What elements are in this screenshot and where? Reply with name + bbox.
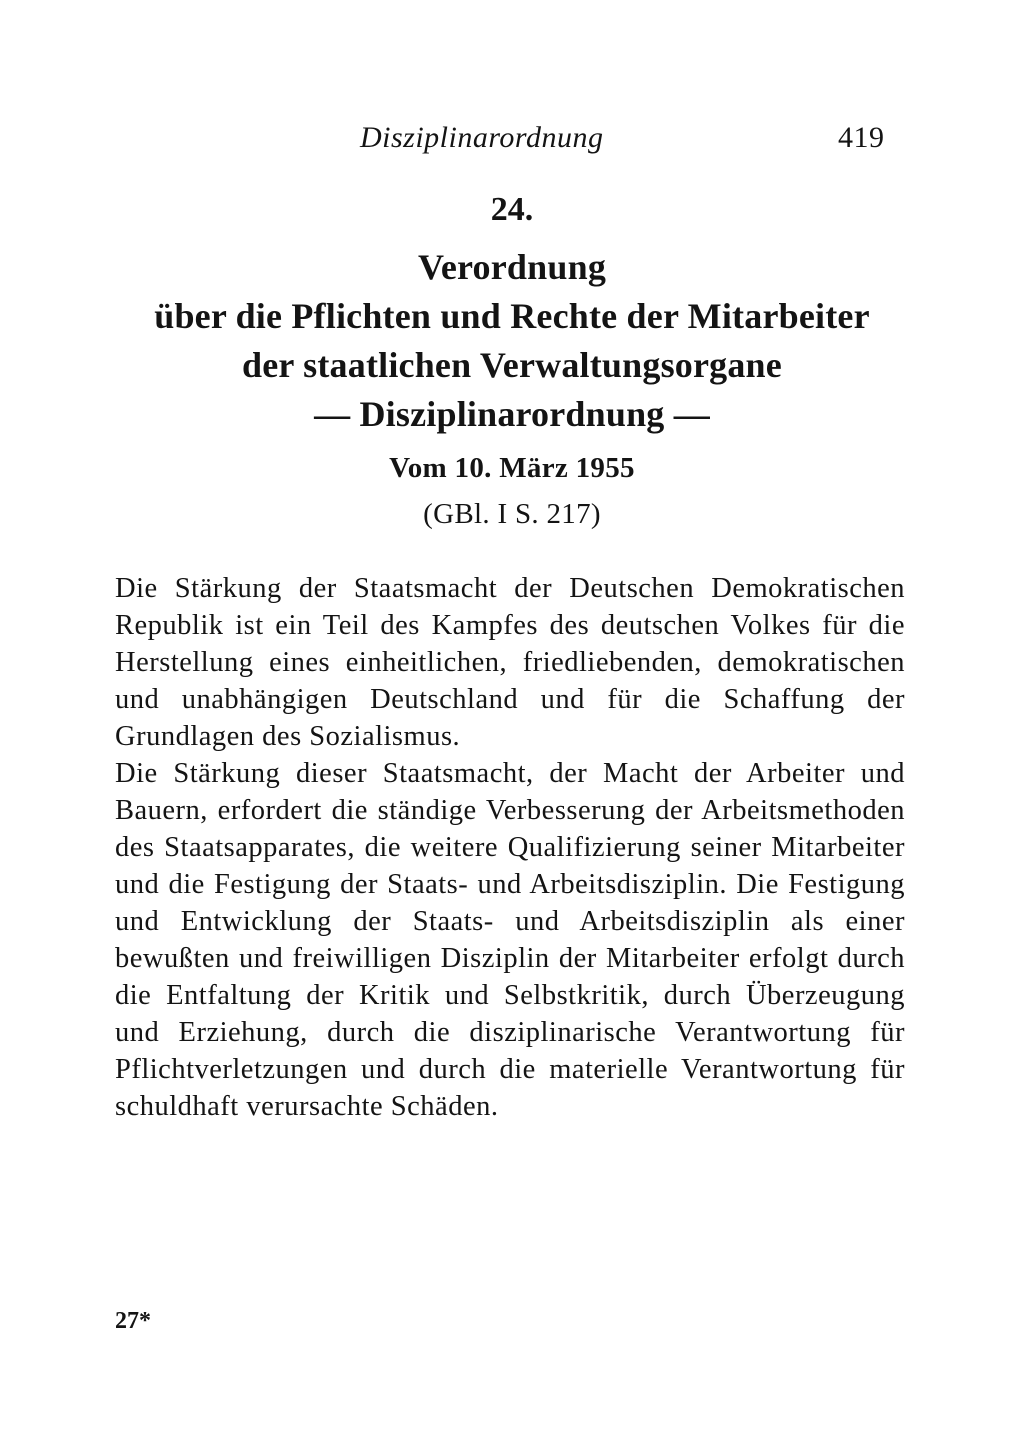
signature-mark: 27* bbox=[115, 1308, 151, 1334]
page-number: 419 bbox=[838, 121, 885, 154]
title-line: über die Pflichten und Rechte der Mitarbeiter bbox=[154, 296, 870, 336]
title-line: der staatlichen Verwaltungsorgane bbox=[242, 345, 782, 385]
title-line: Verordnung bbox=[417, 247, 607, 287]
paragraph-text: Die Stärkung dieser Staatsmacht, der Macht der Arbeiter und Bauern, erfordert die ständige Verbesserung der Arbeitsmethoden des Staatsapparates, die weitere Qualifizierung seiner Mitarbeiter und die Festigung der Staats- und Arbeitsdisziplin. Die Festigung und Entwicklung der Staats- und Arbeitsdisziplin als einer bewußten und freiwilligen Disziplin der Mitarbeiter erfolgt durch die Entfaltung der Kritik und Selbstkritik, durch Überzeugung und Erziehung, durch die disziplinarische Verantwortung für Pflichtverletzungen und durch die materielle Verantwortung für schuldhaft verursachte Schäden. bbox=[115, 758, 905, 1122]
document-date: Vom 10. März 1955 bbox=[389, 452, 635, 484]
paragraph-text: Die Stärkung der Staatsmacht der Deutschen Demokratischen Republik ist ein Teil des Kampfes des deutschen Volkes für die Herstellung eines einheitlichen, friedliebenden, demokratischen und unabhängigen Deutschland und für die Schaffung der Grundlagen des Sozialismus. bbox=[115, 573, 905, 752]
gazette-citation: (GBl. I S. 217) bbox=[423, 498, 601, 530]
preamble-paragraph-2 bbox=[115, 755, 905, 1125]
preamble-paragraph-1 bbox=[115, 570, 905, 755]
document-title bbox=[0, 243, 1024, 439]
document-number: 24. bbox=[490, 191, 534, 228]
running-head: Disziplinarordnung bbox=[360, 121, 604, 154]
title-line: — Disziplinarordnung — bbox=[314, 394, 710, 434]
